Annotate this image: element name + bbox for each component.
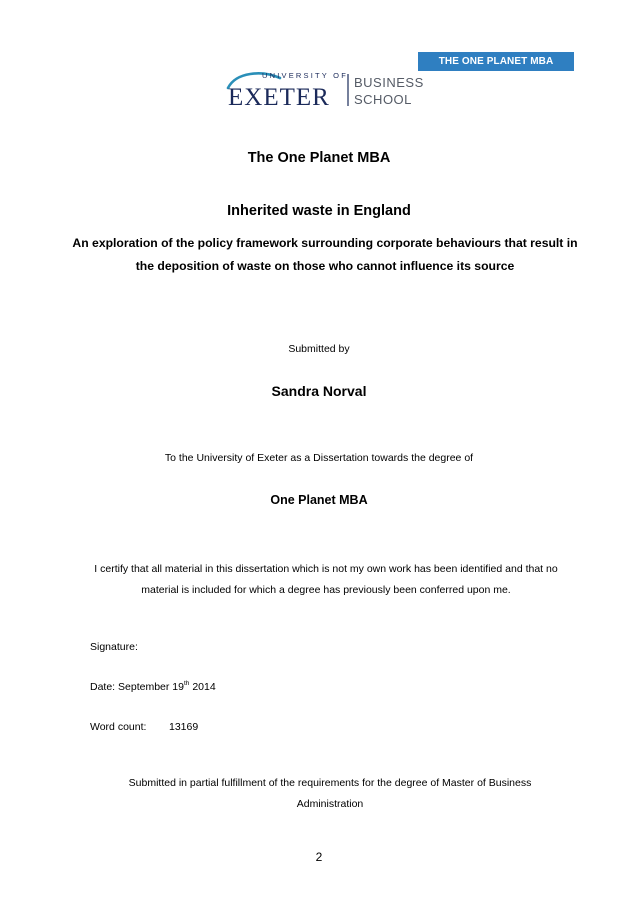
partial-fulfilment-statement: Submitted in partial fulfillment of the requirements for the degree of Master of Business Administration: [128, 777, 532, 810]
date-field: [90, 681, 216, 693]
dissertation-subtitle: An exploration of the policy framework surrounding corporate behaviours that result in the deposition of waste on those who cannot influence its source: [72, 236, 578, 273]
word-count-field: [90, 721, 199, 733]
author-name: Sandra Norval: [271, 383, 367, 399]
logo-exeter: EXETER: [228, 84, 330, 111]
signature-label: Signature:: [90, 641, 138, 653]
program-banner: THE ONE PLANET MBA: [418, 52, 574, 71]
word-count-value: 13169: [169, 721, 199, 733]
date-year: 2014: [189, 681, 216, 693]
page-number: 2: [315, 850, 323, 864]
submitted-by-label: Submitted by: [288, 343, 350, 355]
submission-statement: To the University of Exeter as a Dissertation towards the degree of: [164, 452, 474, 464]
date-prefix: Date: September 19: [90, 681, 184, 693]
logo-business: BUSINESS: [354, 75, 424, 90]
university-logo: [222, 68, 442, 112]
word-count-label: Word count:: [90, 721, 147, 733]
certification-statement: I certify that all material in this dissertation which is not my own work has been identified and that no material is included for which a degree has previously been conferred upon me.: [94, 563, 558, 596]
program-name: The One Planet MBA: [247, 150, 391, 166]
date-ordinal-suffix: th: [183, 680, 190, 687]
dissertation-title: Inherited waste in England: [227, 203, 411, 219]
logo-university-of: UNIVERSITY OF: [262, 71, 348, 80]
logo-school: SCHOOL: [354, 92, 412, 107]
degree-name: One Planet MBA: [270, 493, 368, 507]
